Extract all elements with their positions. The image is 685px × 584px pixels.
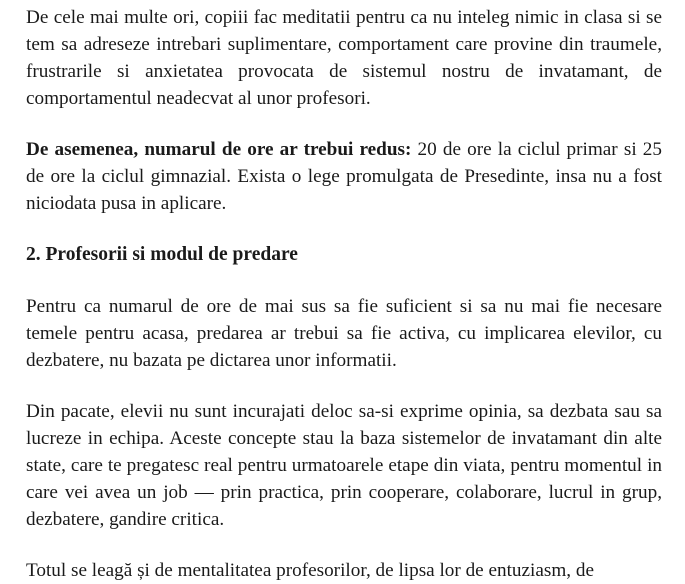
paragraph-numar-ore xyxy=(26,136,662,217)
paragraph-predare-activa: Pentru ca numarul de ore de mai sus sa fie suficient si sa nu mai fie necesare temele pentru acasa, predarea ar trebui sa fie activa, cu implicarea elevilor, cu dezbatere, nu bazata pe dictarea unor informatii. xyxy=(26,296,662,371)
article-body xyxy=(26,4,662,584)
paragraph-mentalitate: Totul se leagă și de mentalitatea profesorilor, de lipsa lor de entuziasm, de xyxy=(26,560,594,581)
paragraph-elevi-opinie: Din pacate, elevii nu sunt incurajati deloc sa-si exprime opinia, sa dezbata sau sa lucreze in echipa. Aceste concepte stau la baza sistemelor de invatamant din alte state, care te pregatesc real pentru urmatoarele etape din viata, pentru momentul in care vei avea un job — prin practica, prin cooperare, colaborare, lucrul in grup, dezbatere, gandire critica. xyxy=(26,401,662,530)
section-heading: 2. Profesorii si modul de predare xyxy=(26,244,298,265)
paragraph-lead-rest: 20 de ore la ciclul primar si 25 de ore la ciclul gimnazial. Exista o lege promulgata de Presedinte, insa nu a fost niciodata pusa in aplicare. xyxy=(26,139,662,214)
paragraph-lead-bold: De asemenea, numarul de ore ar trebui redus: xyxy=(26,139,412,160)
paragraph-meditatii: De cele mai multe ori, copiii fac meditatii pentru ca nu inteleg nimic in clasa si se tem sa adreseze intrebari suplimentare, comportament care provine din traumele, frustrarile si anxietatea provocata de sistemul nostru de invatamant, de comportamentul neadecvat al unor profesori. xyxy=(26,7,662,109)
